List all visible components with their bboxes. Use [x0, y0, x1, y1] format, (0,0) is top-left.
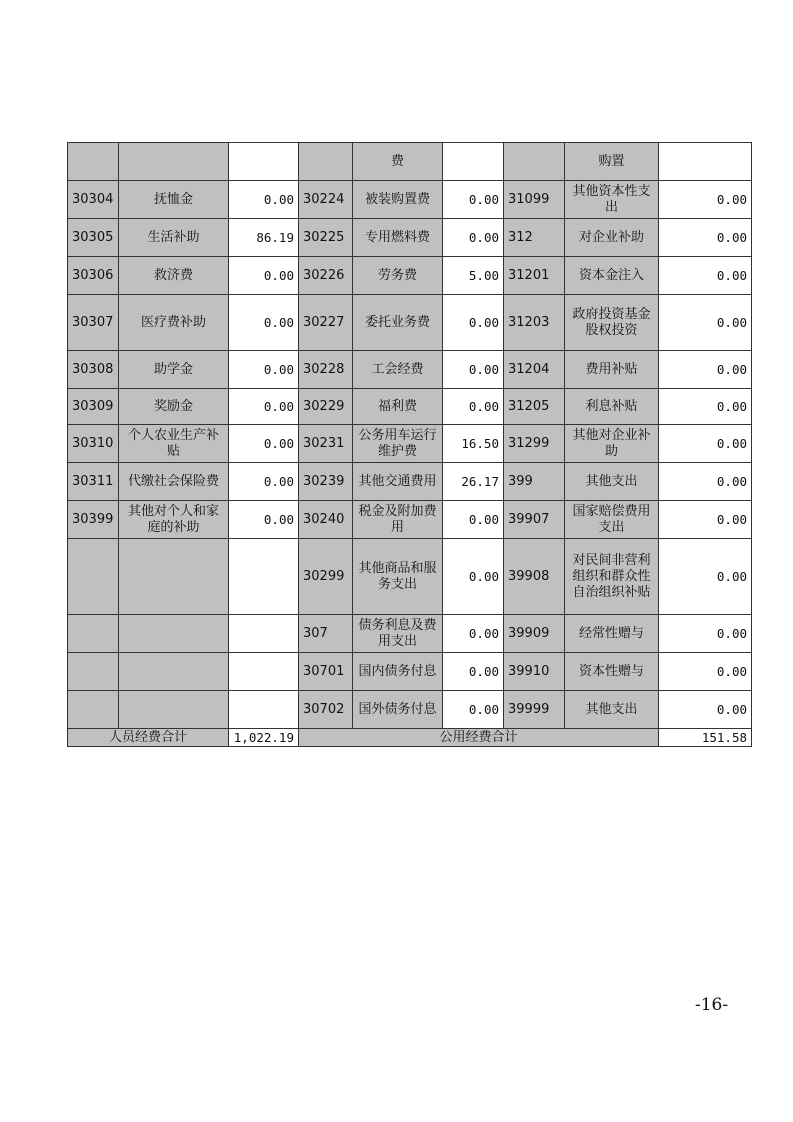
table-row — [68, 181, 752, 219]
econ-code — [68, 653, 119, 691]
item-name: 资本金注入 — [565, 257, 659, 295]
item-name: 其他支出 — [565, 691, 659, 729]
amount: 0.00 — [659, 615, 752, 653]
econ-code: 30240 — [299, 501, 353, 539]
item-name: 国家赔偿费用支出 — [565, 501, 659, 539]
amount — [229, 615, 299, 653]
item-name: 工会经费 — [353, 351, 443, 389]
econ-code: 30226 — [299, 257, 353, 295]
totals-row — [68, 729, 752, 747]
item-name: 生活补助 — [119, 219, 229, 257]
amount: 0.00 — [443, 389, 504, 425]
amount: 0.00 — [659, 501, 752, 539]
econ-code: 30305 — [68, 219, 119, 257]
table-row — [68, 463, 752, 501]
amount — [229, 691, 299, 729]
table-row — [68, 501, 752, 539]
econ-code: 30228 — [299, 351, 353, 389]
item-name: 经常性赠与 — [565, 615, 659, 653]
econ-code — [68, 143, 119, 181]
table-row — [68, 295, 752, 351]
amount: 5.00 — [443, 257, 504, 295]
econ-code: 30306 — [68, 257, 119, 295]
econ-code — [299, 143, 353, 181]
amount: 0.00 — [659, 539, 752, 615]
amount: 0.00 — [443, 181, 504, 219]
item-name — [119, 691, 229, 729]
econ-code — [504, 143, 565, 181]
econ-code: 30702 — [299, 691, 353, 729]
econ-code: 30399 — [68, 501, 119, 539]
item-name: 助学金 — [119, 351, 229, 389]
item-name: 公务用车运行维护费 — [353, 425, 443, 463]
amount: 0.00 — [659, 351, 752, 389]
econ-code: 39910 — [504, 653, 565, 691]
amount: 0.00 — [443, 219, 504, 257]
amount: 0.00 — [229, 295, 299, 351]
amount — [229, 143, 299, 181]
econ-code: 30304 — [68, 181, 119, 219]
item-name — [119, 615, 229, 653]
amount: 0.00 — [229, 501, 299, 539]
amount: 0.00 — [443, 615, 504, 653]
item-name: 其他交通费用 — [353, 463, 443, 501]
amount: 0.00 — [659, 295, 752, 351]
econ-code: 30224 — [299, 181, 353, 219]
amount: 0.00 — [443, 295, 504, 351]
table-row — [68, 691, 752, 729]
econ-code: 399 — [504, 463, 565, 501]
econ-code: 39908 — [504, 539, 565, 615]
econ-code: 31204 — [504, 351, 565, 389]
item-name: 委托业务费 — [353, 295, 443, 351]
amount — [659, 143, 752, 181]
item-name: 政府投资基金股权投资 — [565, 295, 659, 351]
amount: 0.00 — [229, 389, 299, 425]
amount — [443, 143, 504, 181]
amount: 0.00 — [229, 257, 299, 295]
table-row — [68, 615, 752, 653]
amount: 86.19 — [229, 219, 299, 257]
item-name — [119, 539, 229, 615]
econ-code: 30299 — [299, 539, 353, 615]
econ-code: 30309 — [68, 389, 119, 425]
item-name: 对民间非营利组织和群众性自治组织补贴 — [565, 539, 659, 615]
item-name: 税金及附加费用 — [353, 501, 443, 539]
item-name: 福利费 — [353, 389, 443, 425]
item-name: 救济费 — [119, 257, 229, 295]
item-name: 抚恤金 — [119, 181, 229, 219]
item-name: 利息补贴 — [565, 389, 659, 425]
table-row — [68, 539, 752, 615]
econ-code — [68, 615, 119, 653]
econ-code: 30308 — [68, 351, 119, 389]
item-name: 其他对个人和家庭的补助 — [119, 501, 229, 539]
amount: 0.00 — [659, 425, 752, 463]
econ-code: 312 — [504, 219, 565, 257]
econ-code: 30229 — [299, 389, 353, 425]
amount: 0.00 — [659, 691, 752, 729]
econ-code: 31203 — [504, 295, 565, 351]
amount — [229, 653, 299, 691]
public-total-value: 151.58 — [659, 729, 752, 747]
amount: 0.00 — [659, 257, 752, 295]
econ-code: 31201 — [504, 257, 565, 295]
item-name: 国外债务付息 — [353, 691, 443, 729]
econ-code: 31205 — [504, 389, 565, 425]
personnel-total-label: 人员经费合计 — [68, 729, 229, 747]
econ-code: 30311 — [68, 463, 119, 501]
econ-code: 31099 — [504, 181, 565, 219]
table-row — [68, 425, 752, 463]
item-name: 费 — [353, 143, 443, 181]
table-row — [68, 389, 752, 425]
item-name: 医疗费补助 — [119, 295, 229, 351]
econ-code: 30307 — [68, 295, 119, 351]
econ-code — [68, 539, 119, 615]
amount: 0.00 — [443, 351, 504, 389]
econ-code: 31299 — [504, 425, 565, 463]
item-name: 被装购置费 — [353, 181, 443, 219]
econ-code: 307 — [299, 615, 353, 653]
amount: 0.00 — [659, 389, 752, 425]
table-row — [68, 257, 752, 295]
amount: 0.00 — [443, 539, 504, 615]
econ-code: 39999 — [504, 691, 565, 729]
amount: 0.00 — [659, 653, 752, 691]
amount: 0.00 — [443, 653, 504, 691]
amount: 0.00 — [659, 463, 752, 501]
table-row — [68, 143, 752, 181]
econ-code: 30310 — [68, 425, 119, 463]
econ-code: 30231 — [299, 425, 353, 463]
amount: 0.00 — [443, 691, 504, 729]
item-name: 购置 — [565, 143, 659, 181]
item-name: 其他支出 — [565, 463, 659, 501]
table-row — [68, 219, 752, 257]
item-name: 对企业补助 — [565, 219, 659, 257]
econ-code — [68, 691, 119, 729]
amount: 0.00 — [229, 463, 299, 501]
expenditure-table — [67, 142, 752, 747]
item-name: 资本性赠与 — [565, 653, 659, 691]
item-name: 代缴社会保险费 — [119, 463, 229, 501]
item-name — [119, 143, 229, 181]
item-name: 债务利息及费用支出 — [353, 615, 443, 653]
amount: 0.00 — [229, 351, 299, 389]
page-number: -16- — [695, 995, 729, 1015]
amount — [229, 539, 299, 615]
item-name: 其他商品和服务支出 — [353, 539, 443, 615]
amount: 0.00 — [659, 181, 752, 219]
item-name: 费用补贴 — [565, 351, 659, 389]
econ-code: 39909 — [504, 615, 565, 653]
econ-code: 39907 — [504, 501, 565, 539]
econ-code: 30239 — [299, 463, 353, 501]
econ-code: 30225 — [299, 219, 353, 257]
amount: 0.00 — [229, 425, 299, 463]
amount: 16.50 — [443, 425, 504, 463]
table-row — [68, 351, 752, 389]
item-name: 国内债务付息 — [353, 653, 443, 691]
item-name — [119, 653, 229, 691]
amount: 26.17 — [443, 463, 504, 501]
item-name: 奖励金 — [119, 389, 229, 425]
amount: 0.00 — [229, 181, 299, 219]
table-row — [68, 653, 752, 691]
item-name: 其他资本性支出 — [565, 181, 659, 219]
item-name: 劳务费 — [353, 257, 443, 295]
amount: 0.00 — [659, 219, 752, 257]
public-total-label: 公用经费合计 — [299, 729, 659, 747]
econ-code: 30701 — [299, 653, 353, 691]
econ-code: 30227 — [299, 295, 353, 351]
item-name: 个人农业生产补贴 — [119, 425, 229, 463]
item-name: 其他对企业补助 — [565, 425, 659, 463]
amount: 0.00 — [443, 501, 504, 539]
personnel-total-value: 1,022.19 — [229, 729, 299, 747]
table-body — [68, 143, 752, 747]
item-name: 专用燃料费 — [353, 219, 443, 257]
